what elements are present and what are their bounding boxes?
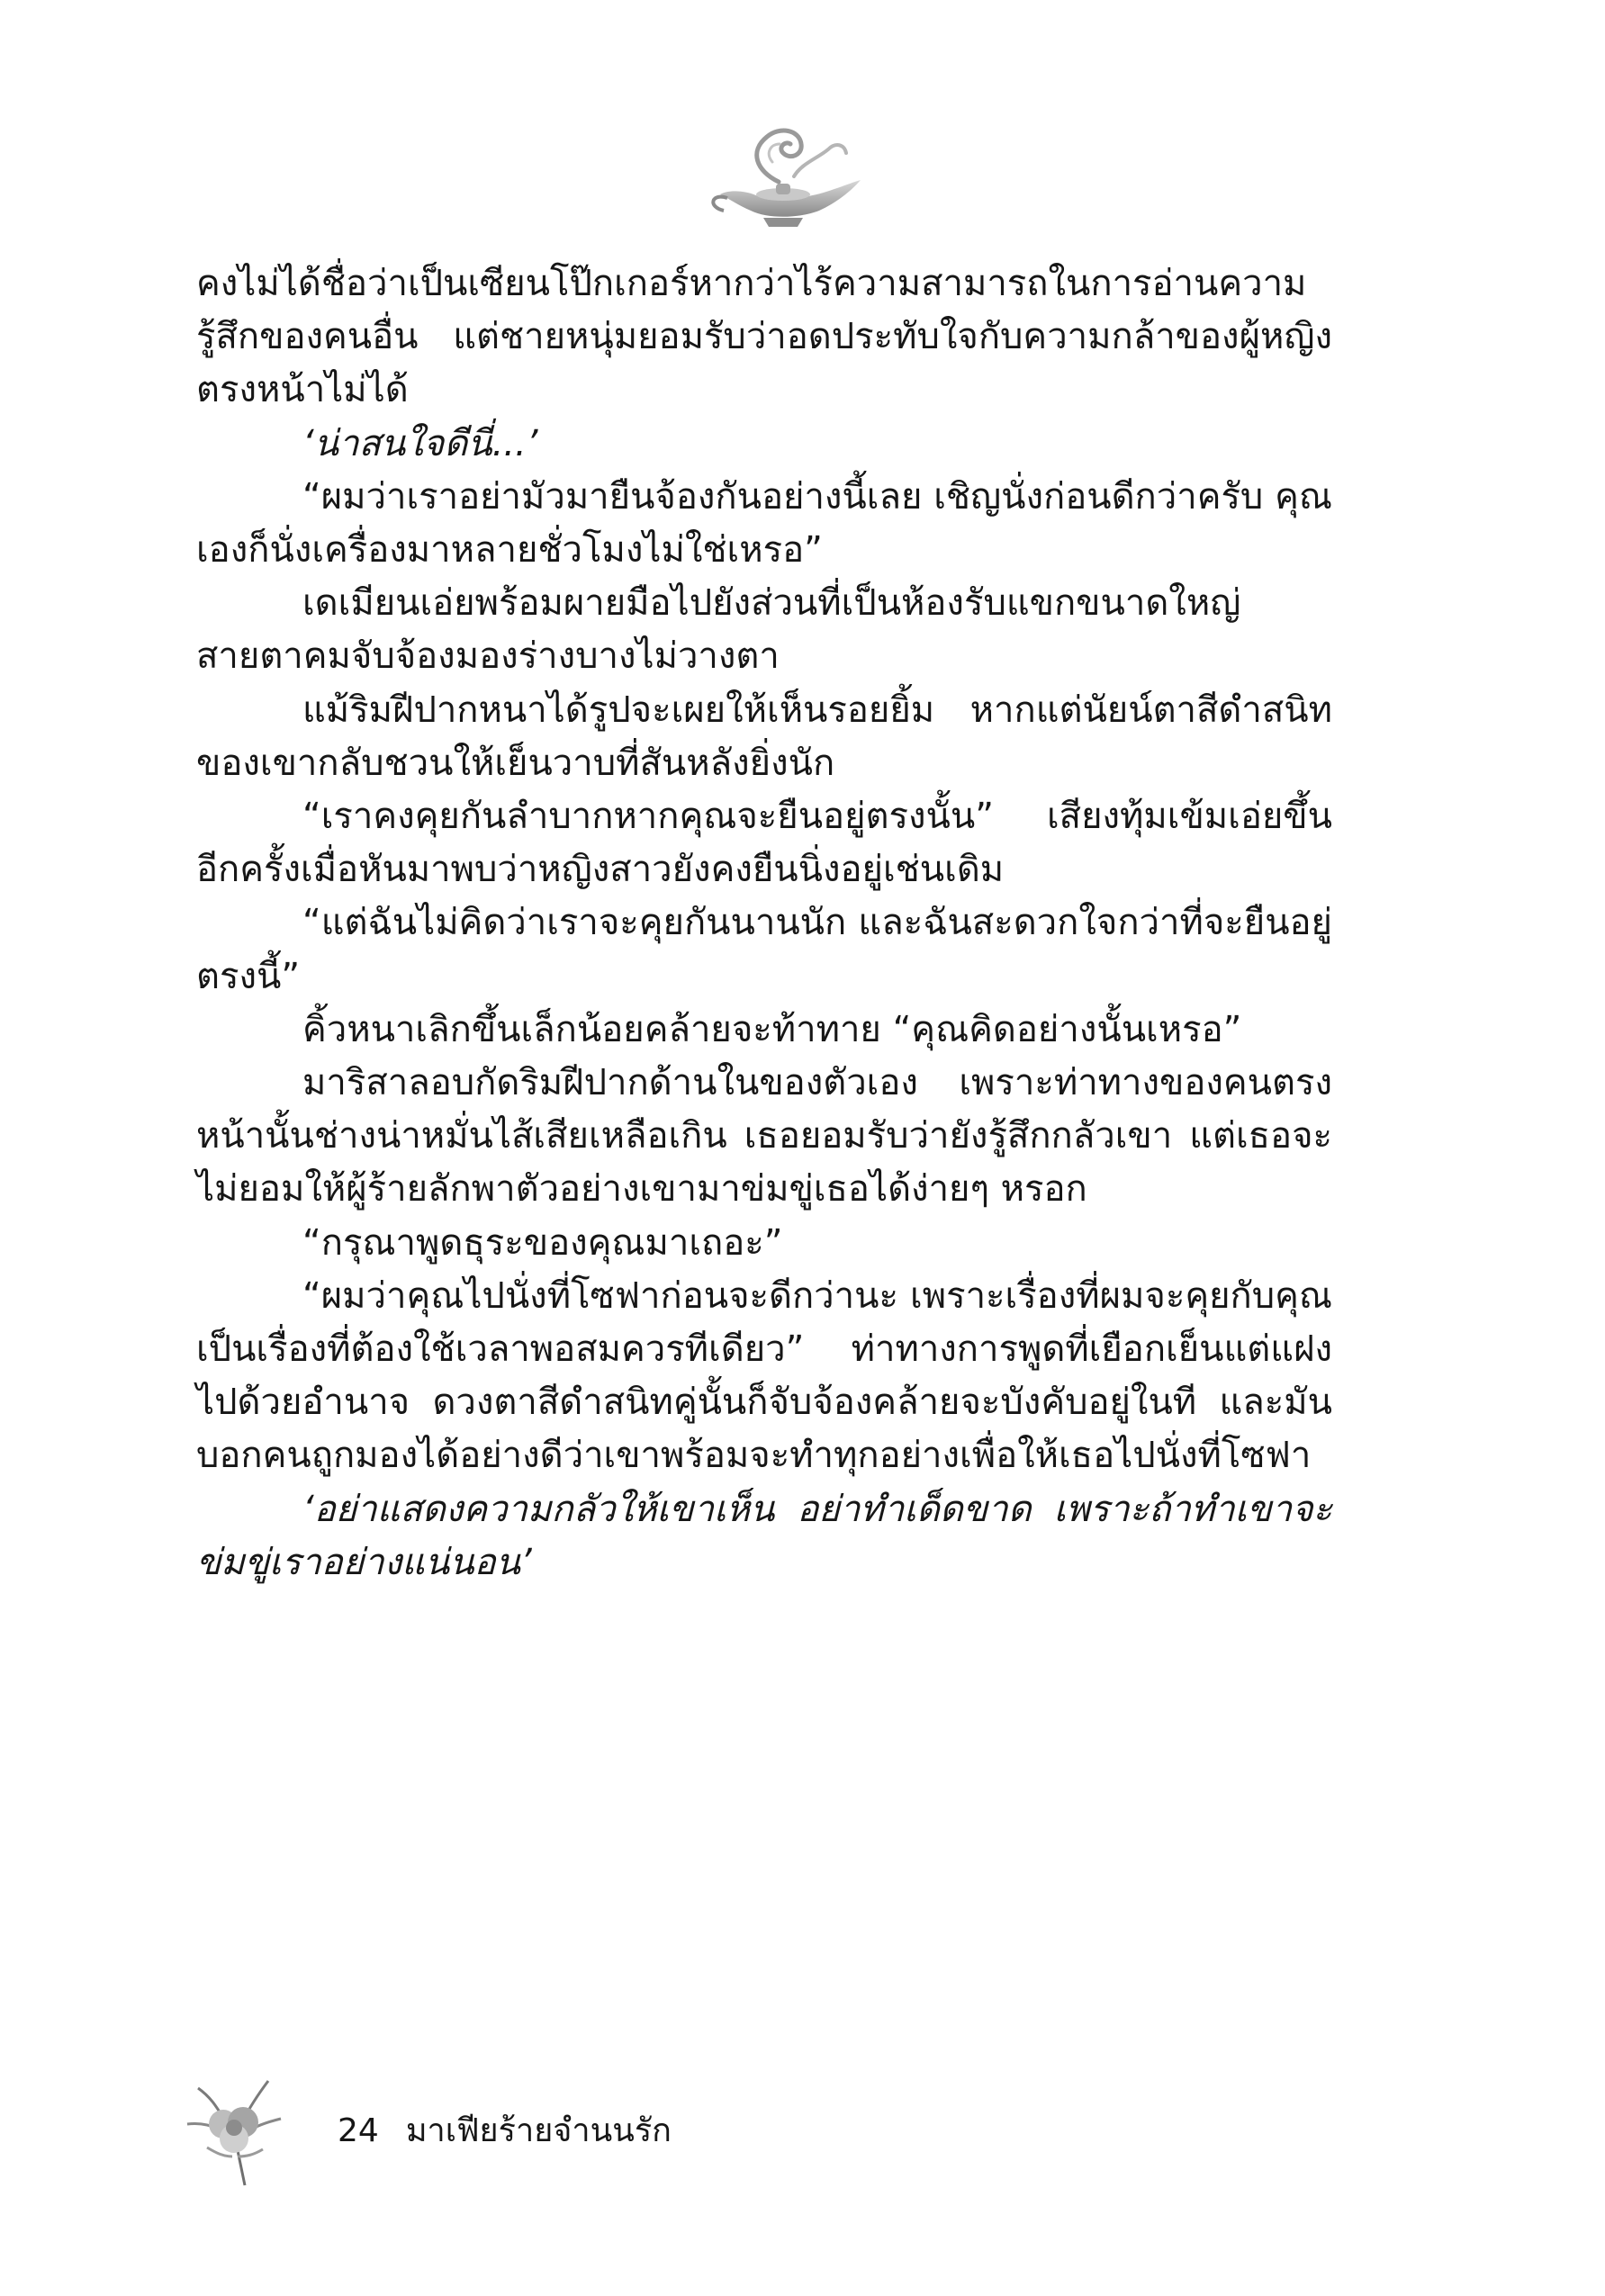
- book-title: มาเฟียร้ายจำนนรัก: [405, 2112, 672, 2149]
- paragraph: “แต่ฉันไม่คิดว่าเราจะคุยกันนานนัก และฉันสะดวกใจกว่าที่จะยืนอยู่ตรงนี้”: [196, 902, 1332, 997]
- paragraph: “ผมว่าเราอย่ามัวมายืนจ้องกันอย่างนี้เลย เชิญนั่งก่อนดีกว่าครับ คุณเองก็นั่งเครื่องมาหลายชั่วโมงไม่ใช่เหรอ”: [196, 475, 1332, 572]
- paragraph: แม้ริมฝีปากหนาได้รูปจะเผยให้เห็นรอยยิ้ม หากแต่นัยน์ตาสีดำสนิทของเขากลับชวนให้เย็นวาบที่สันหลังยิ่งนัก: [196, 689, 1332, 784]
- paragraph: มาริสาลอบกัดริมฝีปากด้านในของตัวเอง เพราะท่าทางของคนตรงหน้านั้นช่างน่าหมั่นไส้เสียเหลือเกิน เธอยอมรับว่ายังรู้สึกกลัวเขา แต่เธอจะไม่ยอมให้ผู้ร้ายลักพาตัวอย่างเขามาข่มขู่เธอได้ง่ายๆ หรอก: [196, 1062, 1332, 1211]
- genie-lamp-icon: [693, 117, 873, 234]
- paragraph-thought: ‘อย่าแสดงความกลัวให้เขาเห็น อย่าทำเด็ดขาด เพราะถ้าทำเขาจะข่มขู่เราอย่างแน่นอน’: [196, 1488, 1332, 1583]
- paragraph: คิ้วหนาเลิกขึ้นเล็กน้อยคล้ายจะท้าทาย “คุณคิดอย่างนั้นเหรอ”: [302, 1008, 1242, 1050]
- paragraph-thought: ‘น่าสนใจดีนี่...’: [302, 422, 538, 464]
- paragraph: “กรุณาพูดธุระของคุณมาเถอะ”: [302, 1221, 783, 1264]
- paragraph: เดเมียนเอ่ยพร้อมผายมือไปยังส่วนที่เป็นห้องรับแขกขนาดใหญ่ สายตาคมจับจ้องมองร่างบางไม่วางตา: [196, 582, 1241, 678]
- page-footer: [180, 2070, 810, 2187]
- footer-text: [338, 2104, 672, 2156]
- paragraph: คงไม่ได้ชื่อว่าเป็นเซียนโป๊กเกอร์หากว่าไร้ความสามารถในการอ่านความรู้สึกของคนอื่น แต่ชายหนุ่มยอมรับว่าอดประทับใจกับความกล้าของผู้หญิงตรงหน้าไม่ได้: [196, 263, 1332, 411]
- page-number: 24: [338, 2112, 379, 2149]
- body-text: [196, 257, 1332, 1589]
- flower-icon: [180, 2070, 288, 2187]
- paragraph: “ผมว่าคุณไปนั่งที่โซฟาก่อนจะดีกว่านะ เพราะเรื่องที่ผมจะคุยกับคุณเป็นเรื่องที่ต้องใช้เวลาพอสมควรทีเดียว” ท่าทางการพูดที่เยือกเย็นแต่แฝงไปด้วยอำนาจ ดวงตาสีดำสนิทคู่นั้นก็จับจ้องคล้ายจะบังคับอยู่ในที และมันบอกคนถูกมองได้อย่างดีว่าเขาพร้อมจะทำทุกอย่างเพื่อให้เธอไปนั่งที่โซฟา: [196, 1274, 1332, 1477]
- paragraph: “เราคงคุยกันลำบากหากคุณจะยืนอยู่ตรงนั้น” เสียงทุ้มเข้มเอ่ยขึ้นอีกครั้งเมื่อหันมาพบว่าหญิงสาวยังคงยืนนิ่งอยู่เช่นเดิม: [196, 796, 1332, 891]
